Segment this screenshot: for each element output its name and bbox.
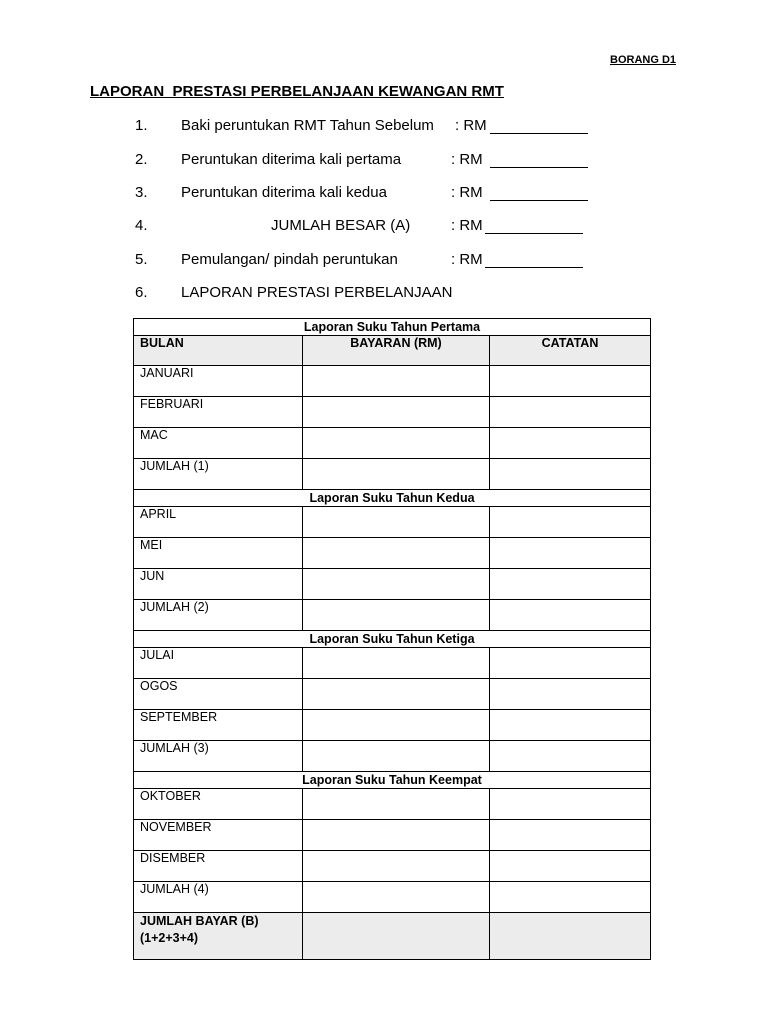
quarter-title: Laporan Suku Tahun Pertama bbox=[134, 319, 651, 336]
form-code: BORANG D1 bbox=[610, 54, 677, 66]
notes-cell[interactable] bbox=[490, 538, 651, 569]
column-header-payment: BAYARAN (RM) bbox=[303, 336, 490, 366]
grand-total-formula: (1+2+3+4) bbox=[140, 931, 199, 945]
notes-cell[interactable] bbox=[490, 679, 651, 710]
expenditure-report-table bbox=[133, 318, 651, 960]
subtotal-row bbox=[134, 459, 651, 490]
subtotal-row bbox=[134, 600, 651, 631]
rm-prefix: : RM bbox=[455, 117, 487, 134]
subtotal-label: JUMLAH (3) bbox=[134, 741, 303, 772]
month-label: DISEMBER bbox=[134, 851, 303, 882]
table-row bbox=[134, 789, 651, 820]
grand-total-row bbox=[134, 913, 651, 960]
quarter-header bbox=[134, 631, 651, 648]
item-label: LAPORAN PRESTASI PERBELANJAAN bbox=[181, 284, 453, 301]
table-row bbox=[134, 679, 651, 710]
payment-cell[interactable] bbox=[303, 366, 490, 397]
rm-prefix: : RM bbox=[451, 184, 483, 201]
payment-cell[interactable] bbox=[303, 882, 490, 913]
table-row bbox=[134, 569, 651, 600]
rm-prefix: : RM bbox=[451, 151, 483, 168]
payment-cell[interactable] bbox=[303, 600, 490, 631]
amount-blank[interactable] bbox=[490, 167, 588, 168]
month-label: APRIL bbox=[134, 507, 303, 538]
subtotal-row bbox=[134, 741, 651, 772]
grand-total-label bbox=[134, 913, 303, 960]
notes-cell[interactable] bbox=[490, 710, 651, 741]
amount-blank[interactable] bbox=[490, 133, 588, 134]
item-label: Pemulangan/ pindah peruntukan bbox=[181, 251, 398, 268]
payment-cell[interactable] bbox=[303, 397, 490, 428]
quarter-title: Laporan Suku Tahun Kedua bbox=[134, 490, 651, 507]
notes-cell[interactable] bbox=[490, 882, 651, 913]
quarter-title: Laporan Suku Tahun Keempat bbox=[134, 772, 651, 789]
subtotal-label: JUMLAH (4) bbox=[134, 882, 303, 913]
quarter-title: Laporan Suku Tahun Ketiga bbox=[134, 631, 651, 648]
month-label: MEI bbox=[134, 538, 303, 569]
item-number: 1. bbox=[135, 117, 148, 134]
quarter-header bbox=[134, 319, 651, 336]
payment-cell[interactable] bbox=[303, 569, 490, 600]
notes-cell[interactable] bbox=[490, 913, 651, 960]
item-label: Peruntukan diterima kali kedua bbox=[181, 184, 387, 201]
month-label: OKTOBER bbox=[134, 789, 303, 820]
subtotal-label: JUMLAH (1) bbox=[134, 459, 303, 490]
payment-cell[interactable] bbox=[303, 851, 490, 882]
table-row bbox=[134, 820, 651, 851]
payment-cell[interactable] bbox=[303, 428, 490, 459]
payment-cell[interactable] bbox=[303, 459, 490, 490]
amount-blank[interactable] bbox=[490, 200, 588, 201]
rm-prefix: : RM bbox=[451, 217, 483, 234]
notes-cell[interactable] bbox=[490, 428, 651, 459]
month-label: JUN bbox=[134, 569, 303, 600]
rm-prefix: : RM bbox=[451, 251, 483, 268]
table-row bbox=[134, 507, 651, 538]
grand-total-title: JUMLAH BAYAR (B) bbox=[140, 914, 259, 928]
payment-cell[interactable] bbox=[303, 710, 490, 741]
column-header-notes: CATATAN bbox=[490, 336, 651, 366]
item-label: Peruntukan diterima kali pertama bbox=[181, 151, 402, 168]
page-title: LAPORAN PRESTASI PERBELANJAAN KEWANGAN RMT bbox=[90, 83, 504, 100]
item-number: 4. bbox=[135, 217, 148, 234]
notes-cell[interactable] bbox=[490, 569, 651, 600]
notes-cell[interactable] bbox=[490, 789, 651, 820]
month-label: JANUARI bbox=[134, 366, 303, 397]
notes-cell[interactable] bbox=[490, 820, 651, 851]
notes-cell[interactable] bbox=[490, 741, 651, 772]
notes-cell[interactable] bbox=[490, 507, 651, 538]
notes-cell[interactable] bbox=[490, 648, 651, 679]
month-label: OGOS bbox=[134, 679, 303, 710]
item-number: 2. bbox=[135, 151, 148, 168]
column-header-row bbox=[134, 336, 651, 366]
payment-cell[interactable] bbox=[303, 507, 490, 538]
month-label: SEPTEMBER bbox=[134, 710, 303, 741]
month-label: JULAI bbox=[134, 648, 303, 679]
payment-cell[interactable] bbox=[303, 789, 490, 820]
notes-cell[interactable] bbox=[490, 851, 651, 882]
table-row bbox=[134, 397, 651, 428]
item-number: 3. bbox=[135, 184, 148, 201]
table-row bbox=[134, 538, 651, 569]
payment-cell[interactable] bbox=[303, 913, 490, 960]
month-label: FEBRUARI bbox=[134, 397, 303, 428]
column-header-month: BULAN bbox=[134, 336, 303, 366]
table-row bbox=[134, 710, 651, 741]
notes-cell[interactable] bbox=[490, 459, 651, 490]
item-label: Baki peruntukan RMT Tahun Sebelum bbox=[181, 117, 434, 134]
item-label: JUMLAH BESAR (A) bbox=[271, 217, 411, 234]
table-row bbox=[134, 366, 651, 397]
quarter-header bbox=[134, 490, 651, 507]
table-row bbox=[134, 428, 651, 459]
payment-cell[interactable] bbox=[303, 648, 490, 679]
notes-cell[interactable] bbox=[490, 600, 651, 631]
month-label: MAC bbox=[134, 428, 303, 459]
amount-blank[interactable] bbox=[485, 267, 583, 268]
amount-blank[interactable] bbox=[485, 233, 583, 234]
payment-cell[interactable] bbox=[303, 538, 490, 569]
subtotal-row bbox=[134, 882, 651, 913]
quarter-header bbox=[134, 772, 651, 789]
table-row bbox=[134, 851, 651, 882]
notes-cell[interactable] bbox=[490, 397, 651, 428]
table-row bbox=[134, 648, 651, 679]
subtotal-label: JUMLAH (2) bbox=[134, 600, 303, 631]
notes-cell[interactable] bbox=[490, 366, 651, 397]
item-number: 5. bbox=[135, 251, 148, 268]
payment-cell[interactable] bbox=[303, 820, 490, 851]
month-label: NOVEMBER bbox=[134, 820, 303, 851]
payment-cell[interactable] bbox=[303, 741, 490, 772]
item-number: 6. bbox=[135, 284, 148, 301]
payment-cell[interactable] bbox=[303, 679, 490, 710]
